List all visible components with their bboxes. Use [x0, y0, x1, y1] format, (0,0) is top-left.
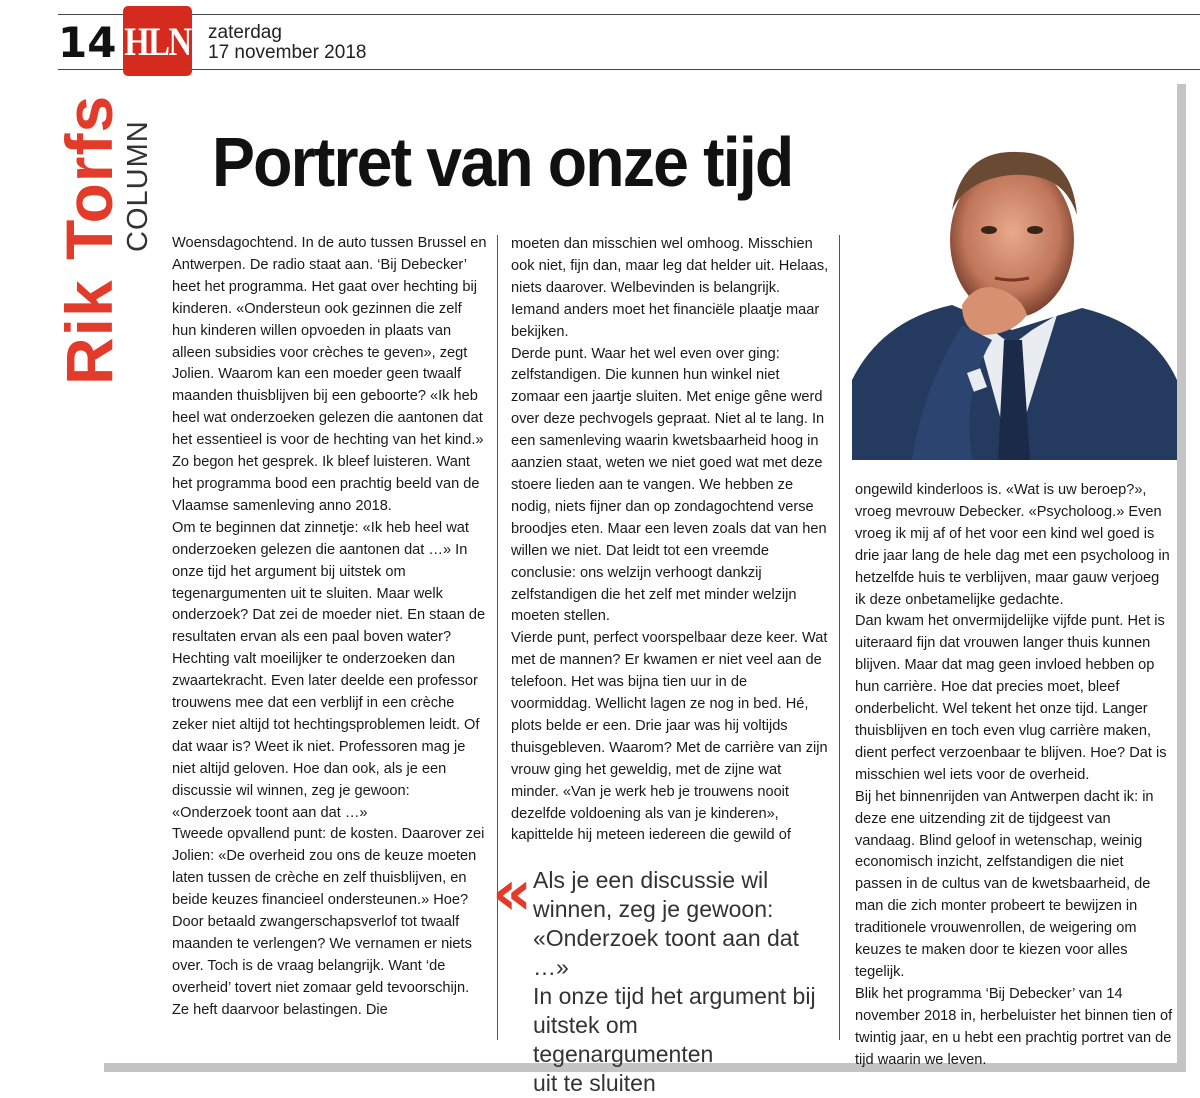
author-portrait — [852, 130, 1177, 460]
paragraph: moeten dan misschien wel omhoog. Misschien ook niet, fijn dan, maar leg dat helder uit. Helaas, niets daarover. Welbevinden is belangrijk. Iemand anders moet het financiële plaatje maar bekijken. — [511, 236, 829, 340]
article-column-3 — [855, 480, 1173, 1071]
column-divider-2 — [839, 235, 840, 1040]
paragraph: Om te beginnen dat zinnetje: «Ik heb heel wat onderzoeken gelezen die aantonen dat …» In onze tijd het argument bij uitstek om tegenargumenten uit te sluiten. Maar welk onderzoek? Dat zei de moeder niet. En staan de resultaten ervan als een paal boven water? Hechting valt moeilijker te onderzoeken dan zwaartekracht. Even later deelde een professor trouwens mee dat een verblijf in een crèche zeker niet altijd tot hechtingsproblemen leidt. Of dat waar is? Weet ik niet. Professoren mag je niet altijd geloven. Hoe dan ook, als je een discussie wil winnen, zeg je gewoon: «Onderzoek toont aan dat …» — [172, 519, 486, 821]
page-number: 14 — [58, 18, 117, 67]
issue-day: zaterdag — [208, 22, 282, 43]
headline: Portret van onze tijd — [212, 123, 793, 201]
hln-logo — [123, 6, 192, 76]
issue-date: 17 november 2018 — [208, 42, 367, 63]
paragraph: Woensdagochtend. In de auto tussen Brussel en Antwerpen. De radio staat aan. ‘Bij Debecker’ heet het programma. Het gaat over hechting bij kinderen. «Ondersteun ook gezinnen die zelf hun kinderen willen opvoeden in plaats van alleen subsidies voor crèches te geven», zegt Jolien. Waarom kan een moeder geen twaalf maanden thuisblijven bij een geboorte? «Ik heb heel wat onderzoeken gelezen die aantonen dat het essentieel is voor de hechting van het kind.» Zo begon het gesprek. Ik bleef luisteren. Want het programma bood een prachtig beeld van de Vlaamse samenleving anno 2018. — [172, 235, 487, 514]
quote-mark-icon: « — [492, 856, 533, 929]
paragraph: Bij het binnenrijden van Antwerpen dacht ik: in deze ene uitzending zit de tijdgeest van vandaag. Blind geloof in wetenschap, weinig economisch inzicht, zelfstandigen die niet passen in de cultus van de kwetsbaarheid, de man die zich monter probeert te bewijzen in traditionele vrouwenrollen, de weigering om keuzes te maken door te kiezen voor alles tegelijk. — [855, 788, 1154, 980]
paragraph: Derde punt. Waar het wel even over ging: zelfstandigen. Die kunnen hun winkel niet zomaar een jaartje sluiten. Met enige gêne werd over deze pechvogels gepraat. Niet al te lang. In een samenleving waarin kwetsbaarheid hoog in aanzien staat, weten we niet goed wat met deze stoere lieden aan te vangen. We hebben ze nodig, niets fijner dan op zondagochtend verse broodjes eten. Maar een leven zoals dat van hen willen we niet. Dat leidt tot een vreemde conclusie: ons welzijn verhoogt dankzij zelfstandigen die het zelf met minder welzijn moeten stellen. — [511, 345, 827, 625]
article-column-2 — [511, 234, 831, 847]
paragraph: ongewild kinderloos is. «Wat is uw beroep?», vroeg mevrouw Debecker. «Psycholoog.» Even vroeg ik mij af of het voor een kind wel goed is drie jaar lang de hele dag met een psycholoog in hetzelfde huis te verblijven, maar gauw verjoeg ik deze onbetamelijke gedachte. — [855, 482, 1170, 608]
author-name: Rik Torfs — [52, 94, 126, 385]
paragraph: Dan kwam het onvermijdelijke vijfde punt. Het is uiteraard fijn dat vrouwen langer thuis kunnen blijven. Maar dat mag geen invloed hebben op hun carrière. Hoe dat precies moet, bleef onderbelicht. Wel tekent het onze tijd. Langer thuisblijven en toch even vlug carrière maken, dient perfect verzoenbaar te blijven. Hoe? Dat is misschien wel iets voor de overheid. — [855, 613, 1167, 783]
logo-text: HLN — [124, 18, 191, 64]
header-rule-bottom — [58, 69, 1200, 70]
column-kicker: COLUMN — [122, 120, 154, 252]
paragraph: Blik het programma ‘Bij Debecker’ van 14 november 2018 in, herbeluister het binnen tien of twintig jaar, en u hebt een prachtig portret van de tijd waarin we leven. — [855, 985, 1173, 1068]
header-rule-top — [58, 14, 1200, 15]
article-column-1 — [172, 233, 490, 1022]
paragraph: Vierde punt, perfect voorspelbaar deze keer. Wat met de mannen? Er kwamen er niet veel aan de telefoon. Het was bijna tien uur in de voormiddag. Wellicht lagen ze nog in bed. Hé, plots belde er een. Drie jaar was hij voltijds thuisgebleven. Waarom? Met de carrière van zijn vrouw ging het geweldig, met de zijne wat minder. «Van je werk heb je trouwens nooit dezelfde voldoening als van je kinderen», kapittelde hij meteen iedereen die gewild of — [511, 630, 828, 844]
pull-quote: Als je een discussie wil winnen, zeg je gewoon: «Onderzoek toont aan dat …» In onze tijd het argument bij uitstek om tegenargumenten uit te sluiten — [533, 867, 816, 1096]
paragraph: Tweede opvallend punt: de kosten. Daarover zei Jolien: «De overheid zou ons de keuze moeten laten tussen de crèche en zelf thuisblijven, en beide keuzes financieel ondersteunen.» Hoe? Door betaald zwangerschapsverlof tot twaalf maanden te verlengen? We vernamen er niets over. Toch is de vraag belangrijk. Want ‘de overheid’ tovert niet zomaar geld tevoorschijn. Ze heft daarvoor belastingen. Die — [172, 826, 485, 1018]
